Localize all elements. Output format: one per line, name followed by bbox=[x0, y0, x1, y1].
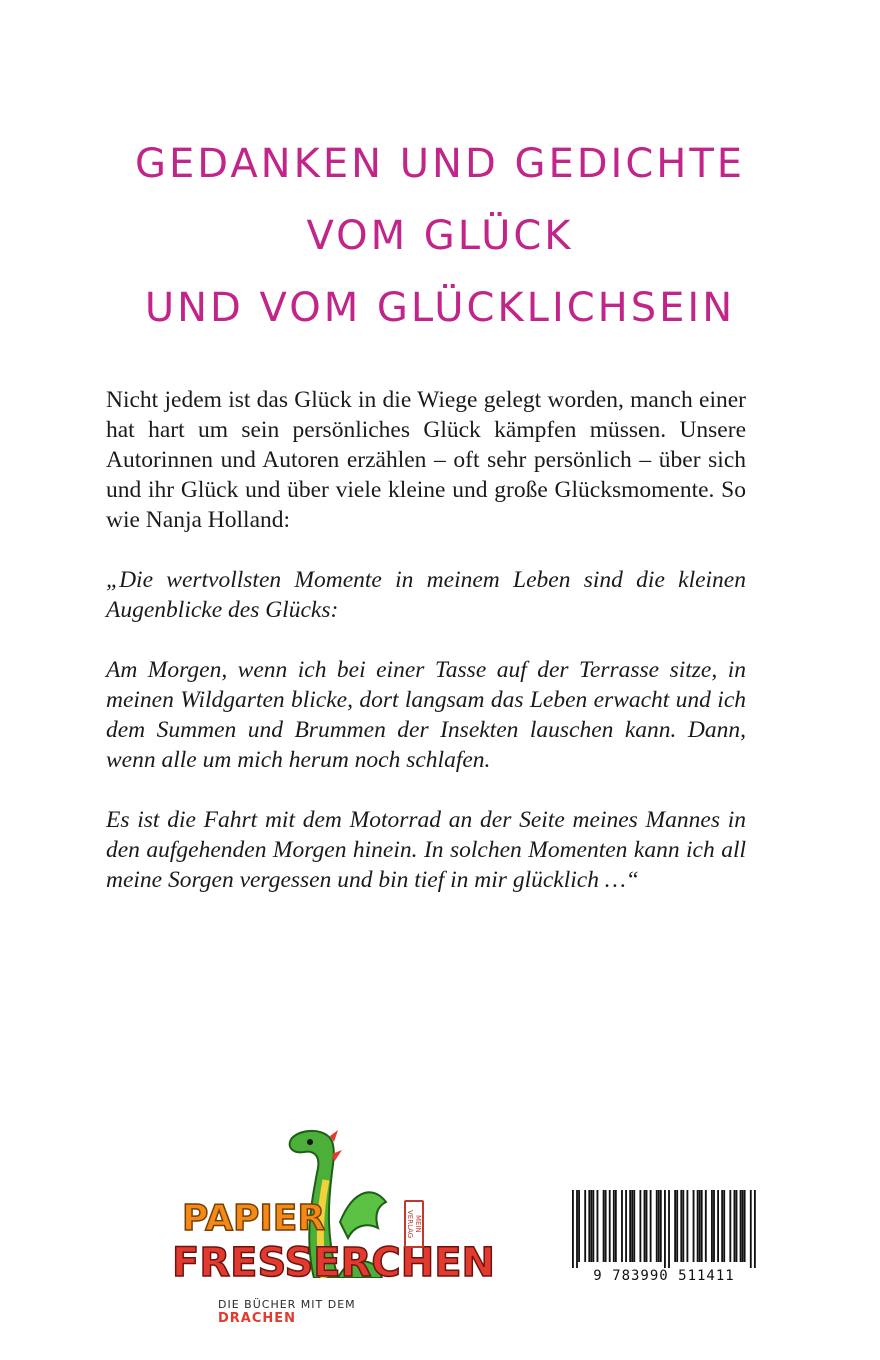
barcode-bar bbox=[578, 1190, 580, 1262]
barcode-bar bbox=[621, 1190, 623, 1262]
barcode-bar bbox=[650, 1190, 652, 1262]
barcode-bar bbox=[609, 1190, 611, 1262]
barcode-bar bbox=[613, 1190, 615, 1262]
barcode-bar bbox=[597, 1190, 599, 1262]
barcode-bar bbox=[592, 1190, 594, 1262]
barcode-bar bbox=[754, 1190, 756, 1268]
publisher-mark: MEIN VERLAG bbox=[404, 1200, 424, 1248]
barcode-bar bbox=[705, 1190, 707, 1262]
barcode-bar bbox=[590, 1190, 592, 1262]
barcode-bar bbox=[699, 1190, 701, 1262]
logo-tagline bbox=[218, 1298, 438, 1326]
barcode-bar bbox=[588, 1190, 590, 1262]
quote-block bbox=[106, 565, 746, 925]
barcode-bar bbox=[656, 1190, 658, 1262]
barcode-bars bbox=[572, 1190, 756, 1268]
barcode-bar bbox=[605, 1190, 607, 1262]
barcode-bar bbox=[572, 1190, 574, 1268]
barcode-bar bbox=[729, 1190, 731, 1262]
isbn-barcode bbox=[572, 1190, 756, 1290]
barcode-bar bbox=[633, 1190, 635, 1262]
quote-paragraph-1: „Die wertvollsten Momente in meinem Leben sind die kleinen Augenblicke des Glücks: bbox=[106, 567, 746, 623]
barcode-bar bbox=[584, 1190, 586, 1262]
quote-paragraph-3: Es ist die Fahrt mit dem Motorrad an der Seite meines Mannes in den aufgehenden Morgen hinein. In solchen Momenten kann ich all meine Sorgen vergessen und bin tief in mir glücklich …“ bbox=[106, 807, 746, 893]
barcode-bar bbox=[644, 1190, 646, 1262]
barcode-bar bbox=[721, 1190, 723, 1262]
barcode-bar bbox=[680, 1190, 682, 1262]
publisher-logo bbox=[172, 1128, 496, 1328]
barcode-bar bbox=[576, 1190, 578, 1268]
barcode-bar bbox=[674, 1190, 676, 1262]
barcode-bar bbox=[629, 1190, 631, 1262]
barcode-bar bbox=[717, 1190, 719, 1262]
barcode-bar bbox=[682, 1190, 684, 1262]
quote-paragraph-2: Am Morgen, wenn ich bei einer Tasse auf der Terrasse sitze, in meinen Wildgarten blicke, dort langsam das Leben erwacht und ich dem Summen und Brummen der Insekten lauschen kann. Dann, wenn alle um mich herum noch schlafen. bbox=[106, 657, 746, 773]
barcode-bar bbox=[744, 1190, 746, 1262]
barcode-bar bbox=[742, 1190, 744, 1262]
title-line-3: UND VOM GLÜCKLICHSEIN bbox=[144, 285, 736, 331]
barcode-bar bbox=[603, 1190, 605, 1262]
barcode-bar bbox=[736, 1190, 738, 1262]
cover-title bbox=[0, 128, 880, 344]
barcode-bar bbox=[686, 1190, 688, 1262]
barcode-bar bbox=[660, 1190, 662, 1262]
barcode-digits: 9 783990 511411 bbox=[593, 1268, 735, 1284]
barcode-bar bbox=[697, 1190, 699, 1262]
barcode-bar bbox=[701, 1190, 703, 1262]
barcode-bar bbox=[615, 1190, 617, 1262]
logo-word-papier: PAPIER bbox=[182, 1198, 326, 1239]
barcode-bar bbox=[723, 1190, 725, 1262]
intro-text: Nicht jedem ist das Glück in die Wiege gelegt worden, manch einer hat hart um sein persönliches Glück kämpfen müssen. Unsere Autorinnen und Autoren erzählen – oft sehr persönlich – über sich und ihr Glück und über viele kleine und große Glücksmomente. So wie Nanja Holland: bbox=[106, 387, 746, 533]
barcode-bar bbox=[713, 1190, 715, 1262]
barcode-bar bbox=[711, 1190, 713, 1262]
barcode-bar bbox=[658, 1190, 660, 1262]
barcode-bar bbox=[639, 1190, 641, 1262]
logo-tagline-accent: DRACHEN bbox=[218, 1311, 297, 1326]
barcode-bar bbox=[750, 1190, 752, 1268]
logo-word-fresserchen: FRESSERCHEN bbox=[172, 1240, 496, 1286]
title-line-2: VOM GLÜCK bbox=[306, 213, 574, 259]
barcode-bar bbox=[631, 1190, 633, 1262]
barcode-bar bbox=[668, 1190, 670, 1268]
barcode-bar bbox=[693, 1190, 695, 1262]
barcode-bar bbox=[740, 1190, 742, 1262]
title-line-1: GEDANKEN UND GEDICHTE bbox=[134, 141, 746, 187]
logo-tagline-prefix: DIE BÜCHER MIT DEM bbox=[218, 1298, 356, 1311]
barcode-bar bbox=[625, 1190, 627, 1262]
barcode-bar bbox=[734, 1190, 736, 1262]
barcode-bar bbox=[646, 1190, 648, 1262]
barcode-bar bbox=[676, 1190, 678, 1262]
barcode-bar bbox=[664, 1190, 666, 1268]
